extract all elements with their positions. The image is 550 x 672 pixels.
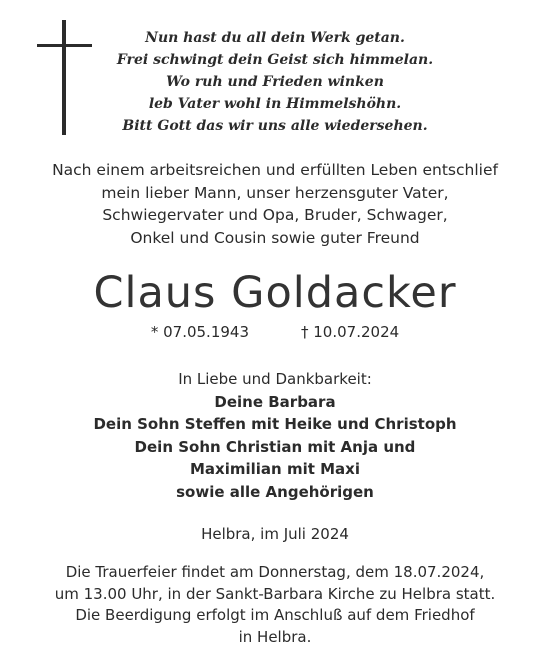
service-line: in Helbra. — [238, 627, 312, 646]
service-line: Die Trauerfeier findet am Donnerstag, dem 18.07.2024, — [65, 563, 485, 581]
deceased-name: Claus Goldacker — [93, 268, 457, 318]
mourners-heading: In Liebe und Dankbarkeit: — [178, 370, 372, 388]
intro-line: Onkel und Cousin sowie guter Freund — [130, 228, 420, 247]
intro-line: Schwiegervater und Opa, Bruder, Schwager, — [102, 206, 448, 224]
service-info — [0, 562, 550, 648]
service-line: Die Beerdigung erfolgt im Anschluß auf dem Friedhof — [75, 606, 475, 624]
place-date: Helbra, im Juli 2024 — [201, 525, 349, 543]
mourner-line: Deine Barbara — [214, 392, 336, 411]
death-date: † 10.07.2024 — [301, 323, 400, 341]
poem-line: Nun hast du all dein Werk getan. — [145, 30, 405, 46]
service-line: um 13.00 Uhr, in der Sankt-Barbara Kirche zu Helbra statt. — [54, 584, 496, 603]
intro-text — [0, 159, 550, 249]
intro-line: mein lieber Mann, unser herzensguter Vater, — [101, 183, 449, 202]
mourners — [0, 368, 550, 503]
mourner-line: Maximilian mit Maxi — [190, 460, 360, 478]
poem-line: Frei schwingt dein Geist sich himmelan. — [116, 52, 434, 68]
mourner-line: Dein Sohn Christian mit Anja und — [134, 437, 416, 456]
poem — [95, 27, 455, 137]
life-dates — [0, 322, 550, 342]
mourner-line: Dein Sohn Steffen mit Heike und Christoph — [93, 415, 457, 433]
intro-line: Nach einem arbeitsreichen und erfüllten Leben entschlief — [52, 161, 498, 179]
cross-icon — [37, 20, 97, 135]
mourner-line: sowie alle Angehörigen — [176, 482, 374, 501]
birth-date: * 07.05.1943 — [150, 323, 249, 341]
poem-line: Bitt Gott das wir uns alle wiedersehen. — [122, 118, 428, 134]
poem-line: Wo ruh und Frieden winken — [166, 74, 384, 90]
poem-line: leb Vater wohl in Himmelshöhn. — [148, 96, 402, 112]
